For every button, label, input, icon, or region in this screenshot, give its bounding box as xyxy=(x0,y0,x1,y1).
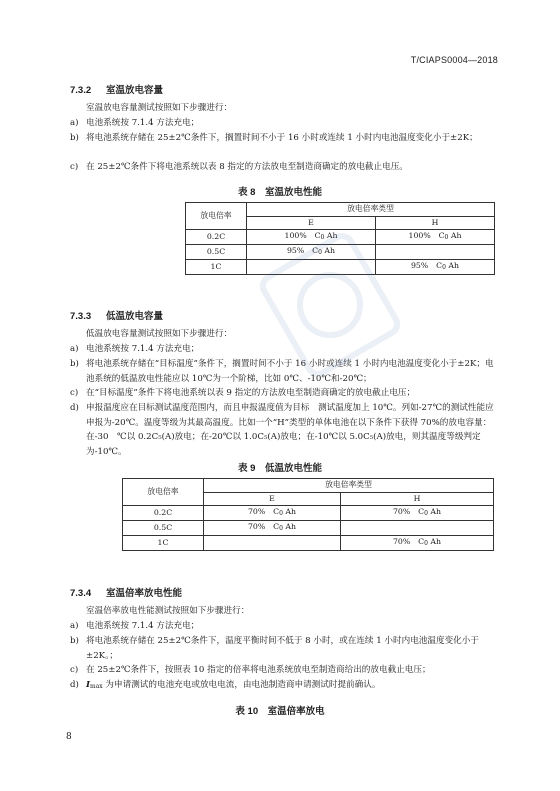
paragraph-intro: 低温放电容量测试按照如下步骤进行： xyxy=(86,329,233,339)
section-title: 室温放电容量 xyxy=(106,85,164,96)
section-title: 室温倍率放电性能 xyxy=(106,588,183,599)
table-row: 0.5C 70% C0 Ah xyxy=(123,521,494,536)
table-caption: 表 9 低温放电性能 xyxy=(238,463,322,474)
header-cell: H xyxy=(341,492,494,506)
table-8 xyxy=(185,202,495,275)
standard-code: T/CIAPS0004—2018 xyxy=(410,55,498,65)
table-row: 1C 95% C0 Ah xyxy=(186,260,495,275)
paragraph-intro: 室温倍率放电性能测试按照如下步骤进行： xyxy=(86,606,250,616)
section-heading-7-3-3 xyxy=(70,308,163,322)
paragraph-intro: 室温放电容量测试按照如下步骤进行： xyxy=(86,103,233,113)
section-title: 低温放电容量 xyxy=(106,311,164,322)
section-heading-7-3-2 xyxy=(70,82,163,96)
header-cell: 放电倍率 xyxy=(186,203,247,230)
section-number: 7.3.2 xyxy=(70,85,92,96)
header-cell: E xyxy=(204,492,341,506)
section-heading-7-3-4 xyxy=(70,585,182,599)
section-number: 7.3.4 xyxy=(70,588,92,599)
header-cell: 放电倍率类型 xyxy=(247,203,495,217)
table-row: 0.5C 95% C0 Ah xyxy=(186,245,495,260)
header-cell: H xyxy=(376,216,495,230)
page-number: 8 xyxy=(66,732,72,742)
header-cell: 放电倍率 xyxy=(123,479,204,506)
header-cell: E xyxy=(247,216,376,230)
table-row: 0.2C 100% C0 Ah 100% C0 Ah xyxy=(186,230,495,245)
table-row: 0.2C 70% C0 Ah 70% C0 Ah xyxy=(123,506,494,521)
table-row: 1C 70% C0 Ah xyxy=(123,536,494,551)
table-caption: 表 10 室温倍率放电 xyxy=(235,706,325,717)
section-number: 7.3.3 xyxy=(70,311,92,322)
header-cell: 放电倍率类型 xyxy=(204,479,494,493)
table-9 xyxy=(122,478,494,551)
document-page: T/CIAPS0004—2018 7.3.2 室温放电容量 室温放电容量测试按照如下步骤进行： a) 电池系统按 7.1.4 方法充电； b) 将电池系统存储在 25±2℃条件下，搁置时间不小于 16 小时或连续 1 小时内电池温度变化小于±2K； c) 在 25±2℃条件下将电池系统以表 8 指定的方法放电至制造商确定的放电截止电压。 表 8 室温放电性能 放电倍率 放电倍率类型 E H 0.2C 100% C0 Ah 100% C0 Ah 0.5C 95% C0 Ah 1C 95% C0 Ah 7.3.3 低温放电容量 低温放电容量测试按照如下步骤进行： a) 电池系统按 7.1.4 方法充电； b) 将电池系统存储在“目标温度”条件下，搁置时间不小于 16 小时或连续 1 小时内电池温度变化小于±2K；电池系统的低温放电性能应以 10℃为一个阶梯，比如 0℃、-10℃和-20℃； c) 在“目标温度”条件下将电池系统以表 9 指定的方法放电至制造商确定的放电截止电压； d) 申报温度应在目标测试温度范围内，而且申报温度值为目标 测试温度加上 10℃。列如-27℃的测试性能应申报为-20℃。温度等级为其最高温度。比如一个“H”类型的单体电池在以下条件下获得 70%的放电容量：在-30 ℃以 0.2C₅(A)放电；在-20℃以 1.0C₅(A)放电；在-10℃以 5.0C₅(A)放电，则其温度等级判定为-10℃。 表 9 低温放电性能 放电倍率 放电倍率类型 E H 0.2C 70% C0 Ah 70% C0 Ah 0.5C 70% C0 Ah 1C 70% C0 Ah 7.3.4 室温倍率放电性能 室温倍率放电性能测试按照如下步骤进行： a) 电池系统按 7.1.4 方法充电； b) 将电池系统存储在 25±2℃条件下，温度平衡时间不低于 8 小时，或在连续 1 小时内电池温度变化小于±2K。； c) 在 25±2℃条件下，按照表 10 指定的倍率将电池系统放电至制造商给出的放电截止电压； d) Imax 为申请测试的电池充电或放电电流，由电池制造商申请测试时提前确认。 表 10 室温倍率放电 8 xyxy=(0,0,560,791)
table-caption: 表 8 室温放电性能 xyxy=(238,187,322,198)
